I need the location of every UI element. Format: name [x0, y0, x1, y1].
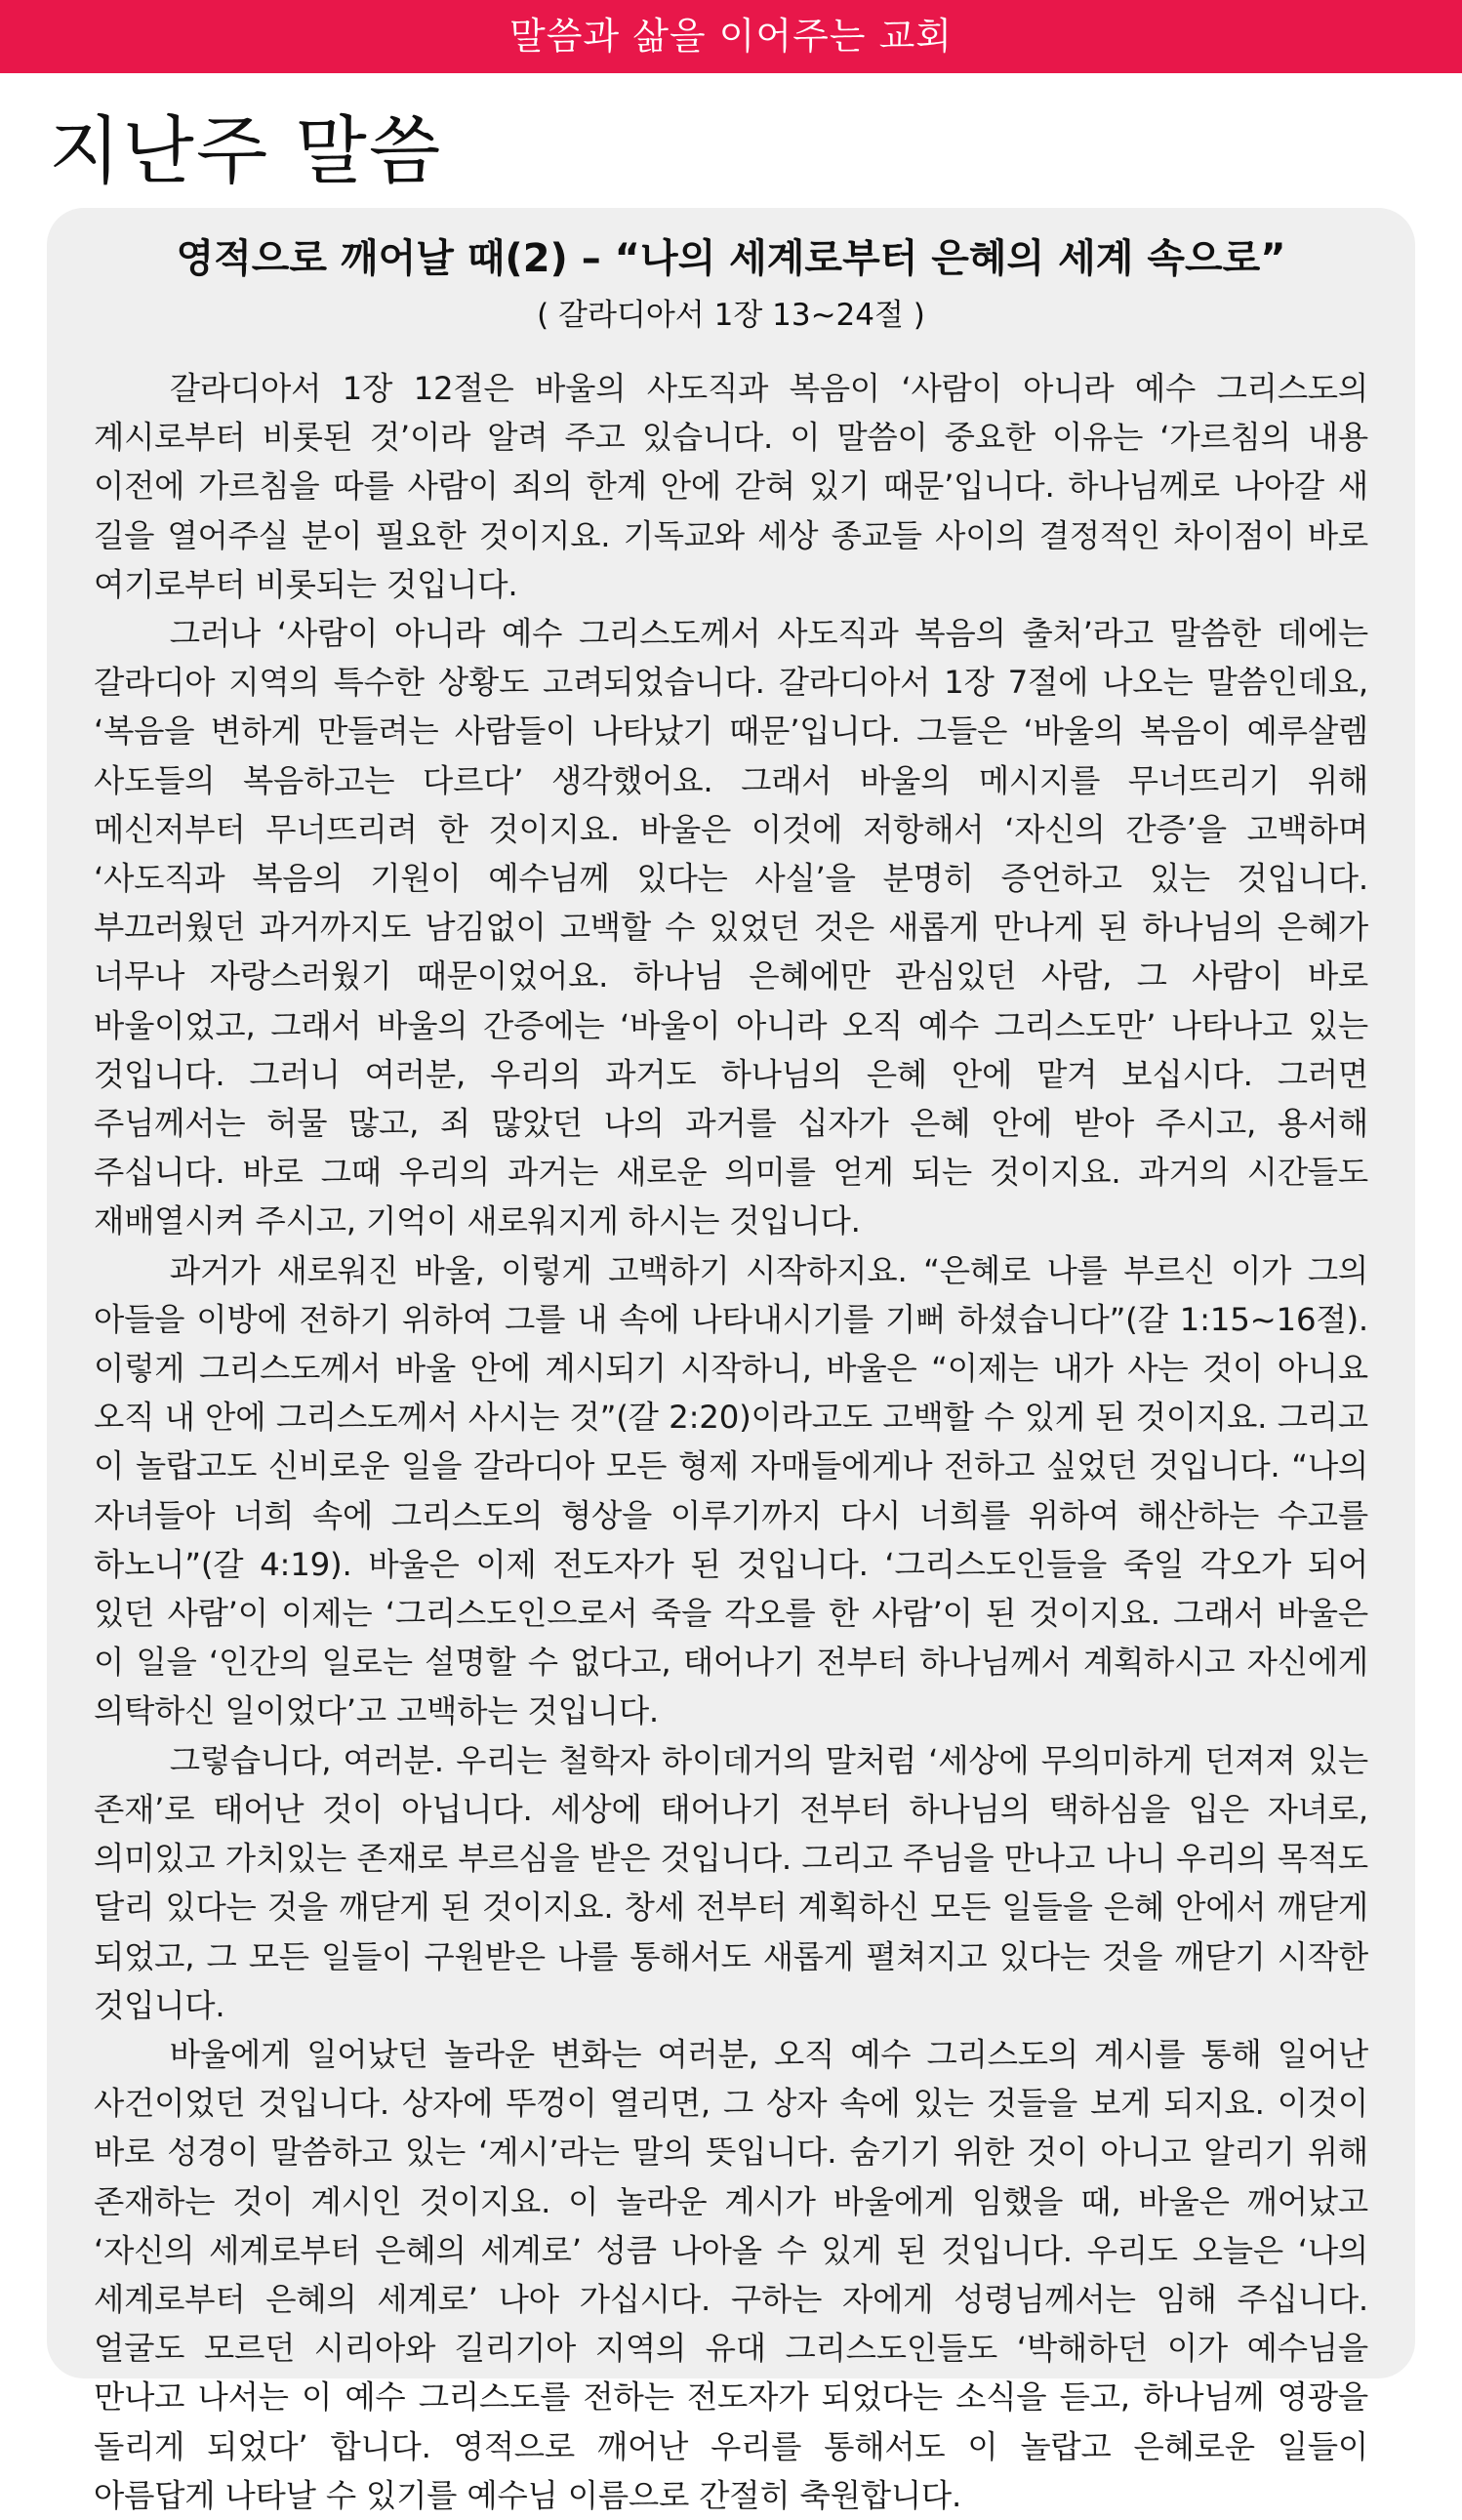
sermon-paragraph-2: 그러나 ‘사람이 아니라 예수 그리스도께서 사도직과 복음의 출처’라고 말씀한 데에는 갈라디아 지역의 특수한 상황도 고려되었습니다. 갈라디아서 1장 7절에 나오는 말씀인데요, ‘복음을 변하게 만들려는 사람들이 나타났기 때문’입니다. 그들은 ‘바울의 복음이 예루살렘 사도들의 복음하고는 다르다’ 생각했어요. 그래서 바울의 메시지를 무너뜨리기 위해 메신저부터 무너뜨리려 한 것이지요. 바울은 이것에 저항해서 ‘자신의 간증’을 고백하며 ‘사도직과 복음의 기원이 예수님께 있다는 사실’을 분명히 증언하고 있는 것입니다. 부끄러웠던 과거까지도 남김없이 고백할 수 있었던 것은 새롭게 만나게 된 하나님의 은혜가 너무나 자랑스러웠기 때문이었어요. 하나님 은혜에만 관심있던 사람, 그 사람이 바로 바울이었고, 그래서 바울의 간증에는 ‘바울이 아니라 오직 예수 그리스도만’ 나타나고 있는 것입니다. 그러니 여러분, 우리의 과거도 하나님의 은혜 안에 맡겨 보십시다. 그러면 주님께서는 허물 많고, 죄 많았던 나의 과거를 십자가 은혜 안에 받아 주시고, 용서해 주십니다. 바로 그때 우리의 과거는 새로운 의미를 얻게 되는 것이지요. 과거의 시간들도 재배열시켜 주시고, 기억이 새로워지게 하시는 것입니다. [94, 615, 1368, 1240]
scripture-reference: ( 갈라디아서 1장 13~24절 ) [537, 298, 925, 333]
sermon-title: 영적으로 깨어날 때(2) – “나의 세계로부터 은혜의 세계 속으로” [176, 236, 1286, 281]
sermon-paragraph-5: 바울에게 일어났던 놀라운 변화는 여러분, 오직 예수 그리스도의 계시를 통해 일어난 사건이었던 것입니다. 상자에 뚜껑이 열리면, 그 상자 속에 있는 것들을 보게 되지요. 이것이 바로 성경이 말씀하고 있는 ‘계시’라는 말의 뜻입니다. 숨기기 위한 것이 아니고 알리기 위해 존재하는 것이 계시인 것이지요. 이 놀라운 계시가 바울에게 임했을 때, 바울은 깨어났고 ‘자신의 세계로부터 은혜의 세계로’ 성큼 나아올 수 있게 된 것입니다. 우리도 오늘은 ‘나의 세계로부터 은혜의 세계로’ 나아 가십시다. 구하는 자에게 성령님께서는 임해 주십니다. 얼굴도 모르던 시리아와 길리기아 지역의 유대 그리스도인들도 ‘박해하던 이가 예수님을 만나고 나서는 이 예수 그리스도를 전하는 전도자가 되었다는 소식을 듣고, 하나님께 영광을 돌리게 되었다’ 합니다. 영적으로 깨어난 우리를 통해서도 이 놀랍고 은혜로운 일들이 아름답게 나타날 수 있기를 예수님 이름으로 간절히 축원합니다. [94, 2035, 1368, 2514]
sermon-paragraph-1: 갈라디아서 1장 12절은 바울의 사도직과 복음이 ‘사람이 아니라 예수 그리스도의 계시로부터 비롯된 것’이라 알려 주고 있습니다. 이 말씀이 중요한 이유는 ‘가르침의 내용 이전에 가르침을 따를 사람이 죄의 한계 안에 갇혀 있기 때문’입니다. 하나님께로 나아갈 새 길을 열어주실 분이 필요한 것이지요. 기독교와 세상 종교들 사이의 결정적인 차이점이 바로 여기로부터 비롯되는 것입니다. [94, 370, 1368, 603]
page-title: 지난주 말씀 [49, 107, 443, 194]
sermon-paragraph-4: 그렇습니다, 여러분. 우리는 철학자 하이데거의 말처럼 ‘세상에 무의미하게 던져져 있는 존재’로 태어난 것이 아닙니다. 세상에 태어나기 전부터 하나님의 택하심을 입은 자녀로, 의미있고 가치있는 존재로 부르심을 받은 것입니다. 그리고 주님을 만나고 나니 우리의 목적도 달리 있다는 것을 깨닫게 된 것이지요. 창세 전부터 계획하신 모든 일들을 은혜 안에서 깨닫게 되었고, 그 모든 일들이 구원받은 나를 통해서도 새롭게 펼쳐지고 있다는 것을 깨닫기 시작한 것입니다. [94, 1741, 1369, 2024]
sermon-paragraph-3: 과거가 새로워진 바울, 이렇게 고백하기 시작하지요. “은혜로 나를 부르신 이가 그의 아들을 이방에 전하기 위하여 그를 내 속에 나타내시기를 기뻐 하셨습니다”(갈 1:15~16절). 이렇게 그리스도께서 바울 안에 계시되기 시작하니, 바울은 “이제는 내가 사는 것이 아니요 오직 내 안에 그리스도께서 사시는 것”(갈 2:20)이라고도 고백할 수 있게 된 것이지요. 그리고 이 놀랍고도 신비로운 일을 갈라디아 모든 형제 자매들에게나 전하고 싶었던 것입니다. “나의 자녀들아 너희 속에 그리스도의 형상을 이루기까지 다시 너희를 위하여 해산하는 수고를 하노니”(갈 4:19). 바울은 이제 전도자가 된 것입니다. ‘그리스도인들을 죽일 각오가 되어 있던 사람’이 이제는 ‘그리스도인으로서 죽을 각오를 한 사람’이 된 것이지요. 그래서 바울은 이 일을 ‘인간의 일로는 설명할 수 없다고, 태어나기 전부터 하나님께서 계획하시고 자신에게 의탁하신 일이었다’고 고백하는 것입니다. [94, 1251, 1368, 1730]
church-slogan-banner: 말씀과 삶을 이어주는 교회 [0, 0, 1462, 73]
sermon-card [47, 208, 1415, 2514]
sermon-body [94, 364, 1368, 2520]
